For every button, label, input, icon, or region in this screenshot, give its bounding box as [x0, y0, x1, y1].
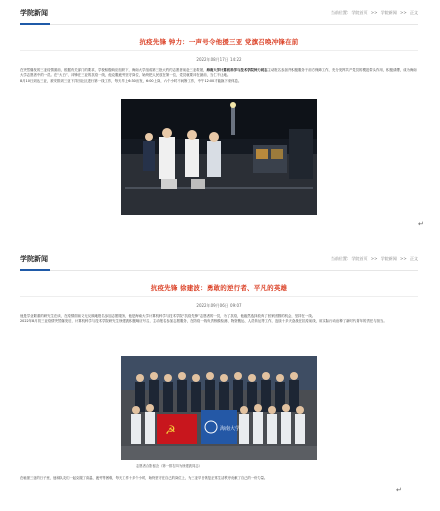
- paragraph-mark-icon: ↵: [418, 220, 424, 228]
- breadcrumb: [329, 10, 418, 16]
- article-body: [20, 314, 418, 350]
- article-body: [20, 68, 418, 95]
- section-title: 学院新闻: [20, 255, 48, 263]
- paragraph-text: 他是学业繁重的研究生在读，在疫情面前义无反顾地报名参加志愿服务，他是海南大学计算机科学与技术学院“抗疫先锋”志愿者的一员，为了抗疫，他毅然选择放弃了回家团圆的机会，坚持在一线。: [20, 314, 316, 318]
- photo-caption: 志愿者合影留念（第一排右四为徐建波同志）: [136, 464, 202, 468]
- breadcrumb-separator: >>: [400, 10, 407, 15]
- breadcrumb-label: 当前位置:: [330, 10, 349, 15]
- breadcrumb-link-home[interactable]: 学院首页: [351, 10, 368, 15]
- news-article-2: [20, 252, 418, 482]
- breadcrumb-separator: >>: [370, 256, 378, 261]
- article-date: 2022年08月17日 14:22: [196, 57, 242, 62]
- breadcrumb-link-home[interactable]: 学院首页: [351, 256, 368, 261]
- paragraph-text: 8月10日到达三亚，被安排到三亚下洋田社区进行第一线工作，每天早上6:30出发，6:00上岗，六个小时不间断工作，中午12:00才能换下来休息。: [20, 78, 242, 83]
- article-photo: [121, 99, 317, 215]
- paragraph-text: 在驰援三亚的日子里，他和队友们一起克服了高温、疲劳等困难，每天工作十多个小时，始终坚守在自己的岗位上，为三亚早日恢复正常生活秩序贡献了自己的一份力量。: [20, 476, 268, 480]
- article-body-continued: [20, 475, 418, 482]
- headline-divider: [20, 296, 418, 297]
- article-headline: 抗疫先锋 徐建波：勇敢的逆行者、平凡的英雄: [150, 284, 288, 292]
- breadcrumb: [329, 256, 418, 262]
- volunteer-group-photo: [121, 356, 317, 460]
- group-photo: [121, 356, 317, 460]
- breadcrumb-separator: >>: [400, 256, 407, 261]
- paragraph-mark-icon: ↵: [396, 486, 402, 494]
- article-headline: 抗疫先锋 钟力：一声号令他援三亚 党旗召唤冲锋在前: [139, 38, 299, 46]
- svg-text:海南大学: 海南大学: [220, 426, 241, 432]
- article-date: 2022年09月06日 09:07: [196, 303, 242, 308]
- paragraph-text: 2022年8月初三亚疫情突然爆发后，计算机科学与技术学院研究生徐建波积极响应号召，主动报名参加志愿服务，在防疫一线负责核酸检测、物资搬运、人员转运等工作，连续十多天奋战在抗疫前线，用实际行动诠释了新时代青年的责任与担当。: [20, 319, 387, 324]
- section-title: 学院新闻: [20, 9, 48, 17]
- breadcrumb-label: 当前位置:: [330, 256, 349, 261]
- paragraph-text: 在突然爆发的三亚疫情面前，根据有关部门的要求，学校积极响应组织下，海南大学组成第三批大约约志愿者前赴三亚救援，: [20, 68, 207, 72]
- headline-divider: [20, 50, 418, 51]
- paragraph-bold-text: 海南大学计算机科学与技术学院钟力同志: [206, 68, 268, 72]
- party-flag: [157, 414, 197, 444]
- breadcrumb-link-news[interactable]: 学院新闻: [380, 10, 397, 15]
- section-header: [20, 6, 418, 25]
- svg-text:☭: ☭: [165, 423, 176, 437]
- section-header: [20, 252, 418, 271]
- paragraph-text: 主动报名参加并积极服务于前方保障工作，充分发挥共产党员的模范带头作用，积极请缨，成为海南大学志愿者中的一员。在“大白”、冲锋在三亚的抗疫一线，他克服疲劳坚守岗位，始终把人民放在第一位，党员就要冲在最前，当仁不让地。: [20, 68, 417, 78]
- breadcrumb-current: 正文: [410, 10, 418, 15]
- breadcrumb-separator: >>: [370, 10, 378, 15]
- section-title-underline: [20, 23, 50, 25]
- breadcrumb-link-news[interactable]: 学院新闻: [380, 256, 397, 261]
- section-title-underline: [20, 269, 50, 271]
- news-article-1: [20, 6, 418, 215]
- breadcrumb-current: 正文: [410, 256, 418, 261]
- night-volunteer-photo: [121, 99, 317, 215]
